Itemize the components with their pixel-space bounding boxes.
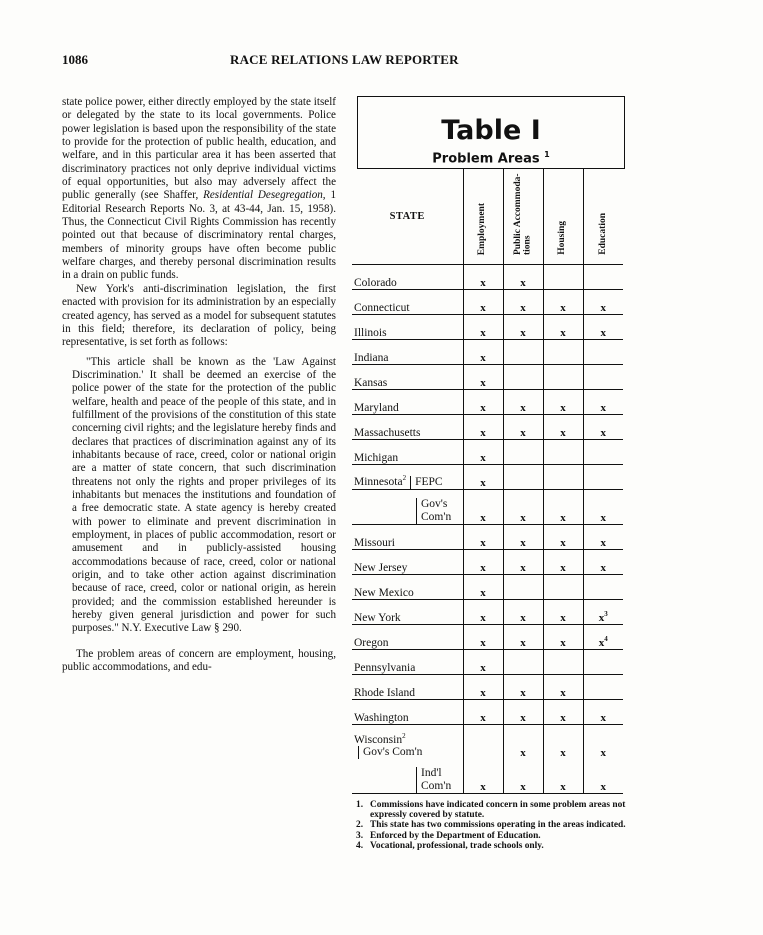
mark: x	[520, 781, 526, 793]
mark: x	[600, 402, 606, 414]
mark-cell	[463, 340, 503, 365]
mark-cell	[463, 625, 503, 650]
state-name: New York	[354, 612, 401, 624]
mark: x	[520, 327, 526, 339]
mark: x	[480, 587, 486, 599]
table-title-box	[357, 96, 625, 169]
mark-cell	[543, 700, 583, 725]
column-header-housing	[543, 169, 583, 265]
mark-cell	[503, 465, 543, 490]
mark-cell	[503, 340, 543, 365]
mark-cell	[463, 465, 503, 490]
mark: x	[520, 687, 526, 699]
state-name: Oregon	[354, 637, 389, 649]
state-note: 2	[402, 732, 406, 741]
mark-cell	[583, 759, 623, 794]
column-header-label: Public Accommoda-tions	[512, 173, 532, 255]
table-footnotes	[352, 800, 628, 851]
mark-note: 4	[604, 635, 608, 644]
state-cell	[352, 600, 463, 625]
state-cell	[352, 700, 463, 725]
state-name: New Mexico	[354, 587, 414, 599]
table-row	[352, 315, 623, 340]
mark: x	[520, 427, 526, 439]
footnote-text: Commissions have indicated concern in some problem areas not expressly covered by statute.	[370, 800, 626, 821]
mark-cell	[463, 700, 503, 725]
mark-cell	[583, 365, 623, 390]
footnote	[356, 841, 628, 851]
column-header-public-accommodations	[503, 169, 543, 265]
state-name: Connecticut	[354, 302, 410, 314]
mark-cell	[543, 390, 583, 415]
mark-cell	[463, 600, 503, 625]
mark-cell	[503, 390, 543, 415]
state-cell	[352, 650, 463, 675]
state-name: Wisconsin	[354, 734, 403, 746]
state-cell	[352, 340, 463, 365]
mark: x	[560, 747, 566, 759]
mark-cell	[463, 675, 503, 700]
mark: x	[600, 537, 606, 549]
citation-title: Residential Desegregation,	[203, 189, 326, 202]
state-column-header: STATE	[352, 169, 463, 265]
mark-cell	[463, 650, 503, 675]
table-subtitle-text: Problem Areas	[432, 151, 540, 167]
mark-cell	[583, 625, 623, 650]
mark: x	[480, 562, 486, 574]
mark-cell	[583, 700, 623, 725]
mark: x	[520, 712, 526, 724]
column-header-education	[583, 169, 623, 265]
paragraph-1	[62, 96, 336, 283]
state-cell	[352, 265, 463, 290]
mark: x	[598, 612, 605, 624]
mark: x	[600, 327, 606, 339]
mark: x	[480, 712, 486, 724]
column-header-label: Education	[597, 213, 608, 255]
mark: x	[480, 637, 486, 649]
mark-cell	[463, 265, 503, 290]
mark: x	[480, 452, 486, 464]
mark: x	[520, 562, 526, 574]
table-row	[352, 390, 623, 415]
footnote	[356, 831, 628, 841]
mark: x	[480, 537, 486, 549]
mark: x	[520, 277, 526, 289]
paragraph-1-text-b: 1 Editorial Research Reports No. 3, at 43-44, Jan. 15, 1958). Thus, the Connecticut Civil Rights Commission has recently pointed out that because of discriminatory rental charges, members of minority groups have often become public welfare charges, and thereby personal discrimination results in a drain on public funds.	[62, 189, 336, 282]
mark: x	[520, 637, 526, 649]
mark-cell	[543, 315, 583, 340]
mark-cell	[463, 365, 503, 390]
footnote-number: 2.	[356, 820, 364, 831]
mark-cell	[463, 525, 503, 550]
mark: x	[560, 637, 566, 649]
table-row	[352, 700, 623, 725]
table-row	[352, 265, 623, 290]
column-header-employment	[463, 169, 503, 265]
commission-label: FEPC	[410, 476, 443, 489]
mark-cell	[503, 440, 543, 465]
table-row	[352, 525, 623, 550]
mark: x	[480, 662, 486, 674]
mark: x	[480, 402, 486, 414]
mark-cell	[503, 365, 543, 390]
state-cell	[352, 440, 463, 465]
mark-cell	[583, 600, 623, 625]
mark: x	[600, 747, 606, 759]
table-body	[352, 169, 623, 794]
mark-cell	[543, 600, 583, 625]
state-name: Maryland	[354, 402, 399, 414]
state-name: Michigan	[354, 452, 399, 464]
mark: x	[480, 512, 486, 524]
mark: x	[480, 687, 486, 699]
footnote-number: 3.	[356, 830, 364, 841]
state-cell	[352, 365, 463, 390]
mark-cell	[503, 490, 543, 525]
mark-cell	[503, 550, 543, 575]
table-row	[352, 650, 623, 675]
state-cell	[352, 550, 463, 575]
paragraph-2: New York's anti-discrimination legislation, the first enacted with provision for its administration by an especially created agency, has served as a model for subsequent statutes in this field; therefore, its declaration of policy, being representative, is set forth as follows:	[62, 282, 336, 349]
mark-cell	[463, 440, 503, 465]
state-cell	[352, 725, 463, 760]
mark: x	[520, 747, 526, 759]
mark: x	[560, 402, 566, 414]
state-name: Missouri	[354, 537, 395, 549]
footnote-text: Vocational, professional, trade schools only.	[370, 840, 544, 851]
footnote-text: This state has two commissions operating in the areas indicated.	[370, 820, 626, 831]
state-cell	[352, 675, 463, 700]
mark-cell	[503, 700, 543, 725]
mark-cell	[503, 759, 543, 794]
state-name: Colorado	[354, 277, 397, 289]
mark: x	[520, 302, 526, 314]
mark-cell	[463, 390, 503, 415]
table-row	[352, 490, 623, 525]
mark: x	[600, 302, 606, 314]
paragraph-3: The problem areas of concern are employment, housing, public accommodations, and edu-	[62, 647, 336, 674]
mark-cell	[503, 650, 543, 675]
mark: x	[598, 637, 605, 649]
mark-cell	[543, 675, 583, 700]
running-head: RACE RELATIONS LAW REPORTER	[230, 52, 459, 67]
mark-cell	[583, 290, 623, 315]
footnote	[356, 820, 628, 830]
mark: x	[560, 712, 566, 724]
state-name: Rhode Island	[354, 687, 416, 699]
mark-cell	[503, 600, 543, 625]
mark: x	[600, 781, 606, 793]
table-row	[352, 465, 623, 490]
state-note: 2	[402, 474, 407, 483]
table-row	[352, 415, 623, 440]
mark: x	[520, 512, 526, 524]
state-cell	[352, 759, 463, 794]
mark-cell	[463, 575, 503, 600]
table-row	[352, 725, 623, 760]
mark: x	[600, 562, 606, 574]
mark-cell	[583, 725, 623, 760]
mark-cell	[543, 440, 583, 465]
state-cell	[352, 490, 463, 525]
mark-cell	[503, 575, 543, 600]
state-name: Washington	[354, 712, 409, 724]
mark-cell	[463, 290, 503, 315]
state-name: Pennsylvania	[354, 662, 416, 674]
mark-cell	[543, 290, 583, 315]
table-row	[352, 759, 623, 794]
left-column	[62, 96, 336, 674]
mark: x	[560, 427, 566, 439]
mark-cell	[463, 415, 503, 440]
mark-note: 3	[604, 610, 608, 619]
mark-cell	[543, 650, 583, 675]
problem-areas-table	[352, 96, 628, 851]
mark: x	[480, 327, 486, 339]
commission-label: Gov's Com'n	[358, 746, 422, 759]
mark-cell	[583, 675, 623, 700]
page-number: 1086	[62, 52, 88, 67]
mark-cell	[503, 290, 543, 315]
mark-cell	[503, 675, 543, 700]
footnote-number: 1.	[356, 800, 364, 810]
column-header-label: Housing	[557, 221, 568, 255]
mark: x	[560, 537, 566, 549]
mark: x	[480, 612, 486, 624]
footnote	[356, 800, 628, 820]
mark-cell	[543, 265, 583, 290]
state-cell	[352, 390, 463, 415]
mark-cell	[543, 725, 583, 760]
state-cell	[352, 290, 463, 315]
mark-cell	[543, 490, 583, 525]
state-cell	[352, 525, 463, 550]
commission-label: Gov's Com'n	[416, 498, 463, 524]
mark: x	[600, 512, 606, 524]
mark-cell	[583, 650, 623, 675]
mark-cell	[583, 440, 623, 465]
mark: x	[480, 427, 486, 439]
mark: x	[600, 712, 606, 724]
block-quote: "This article shall be known as the 'Law Against Discrimination.' It shall be deemed an exercise of the police power of the state for the protection of the public welfare, health and peace of the people of this state, and in fulfillment of the provisions of the constitution of this state concerning civil rights; and the legislature hereby finds and declares that practices of discrimination against any of its inhabitants because of race, creed, color or national origin are a matter of state concern, that such discrimination threatens not only the rights and proper privileges of its inhabitants but menaces the institutions and foundation of a free democratic state. A state agency is hereby created with power to eliminate and prevent discrimination in employment, in places of public accommodation, resort or amusement and in publicly-assisted housing accommodations because of race, creed, color or national origin, and to take other action against discrimination because of race, creed, color or national origin, as herein provided; and the commission established hereunder is hereby given general jurisdiction and power for such purposes." N.Y. Executive Law § 290.	[72, 355, 336, 635]
mark-cell	[543, 575, 583, 600]
mark-cell	[543, 365, 583, 390]
mark-cell	[503, 625, 543, 650]
mark: x	[560, 612, 566, 624]
table-row	[352, 290, 623, 315]
mark-cell	[463, 725, 503, 760]
mark-cell	[503, 265, 543, 290]
column-header-label: Employment	[477, 202, 488, 255]
state-name: Minnesota	[354, 476, 403, 488]
mark: x	[480, 377, 486, 389]
mark-cell	[583, 265, 623, 290]
table-row	[352, 340, 623, 365]
mark: x	[520, 537, 526, 549]
paragraph-1-text-a: state police power, either directly employed by the state itself or delegated by the state to its local governments. Police power legislation is based upon the responsibility of the state to provide for the protection of public health, education, and welfare, and in this particular area it has been asserted that discriminatory practices not only deprive individual victims of equal opportunities, but also may adversely affect the public generally (see Shaffer,	[62, 96, 336, 202]
mark: x	[560, 302, 566, 314]
mark: x	[560, 562, 566, 574]
mark: x	[520, 612, 526, 624]
mark-cell	[543, 415, 583, 440]
table-row	[352, 625, 623, 650]
table-subtitle	[358, 150, 624, 166]
page-header	[62, 52, 682, 72]
mark: x	[520, 402, 526, 414]
state-name: Indiana	[354, 352, 389, 364]
mark-cell	[463, 490, 503, 525]
mark-cell	[503, 415, 543, 440]
mark-cell	[543, 525, 583, 550]
mark-cell	[543, 465, 583, 490]
mark: x	[560, 512, 566, 524]
mark-cell	[583, 525, 623, 550]
mark-cell	[463, 759, 503, 794]
mark-cell	[503, 315, 543, 340]
mark: x	[480, 781, 486, 793]
footnote-text: Enforced by the Department of Education.	[370, 830, 541, 841]
table-subtitle-note: 1	[544, 150, 550, 159]
mark: x	[560, 687, 566, 699]
mark: x	[480, 477, 486, 489]
mark-cell	[543, 550, 583, 575]
mark-cell	[503, 725, 543, 760]
mark-cell	[543, 625, 583, 650]
mark-cell	[583, 550, 623, 575]
table-title: Table I	[441, 115, 541, 146]
mark: x	[480, 277, 486, 289]
mark-cell	[583, 340, 623, 365]
mark-cell	[543, 759, 583, 794]
mark-cell	[583, 415, 623, 440]
footnote-number: 4.	[356, 840, 364, 851]
state-cell	[352, 575, 463, 600]
table-row	[352, 550, 623, 575]
mark-cell	[583, 575, 623, 600]
table-row	[352, 600, 623, 625]
mark: x	[560, 781, 566, 793]
state-name: Illinois	[354, 327, 387, 339]
table-grid	[352, 169, 623, 794]
mark-cell	[583, 465, 623, 490]
mark-cell	[583, 315, 623, 340]
commission-label: Ind'l Com'n	[416, 767, 463, 793]
mark-cell	[463, 550, 503, 575]
table-row	[352, 365, 623, 390]
table-row	[352, 575, 623, 600]
table-row	[352, 440, 623, 465]
state-name: Kansas	[354, 377, 388, 389]
mark-cell	[543, 340, 583, 365]
mark-cell	[463, 315, 503, 340]
state-name: New Jersey	[354, 562, 408, 574]
mark-cell	[583, 390, 623, 415]
state-cell	[352, 465, 463, 490]
state-name: Massachusetts	[354, 427, 421, 439]
table-row	[352, 675, 623, 700]
mark: x	[560, 327, 566, 339]
state-cell	[352, 625, 463, 650]
mark: x	[480, 302, 486, 314]
table-header-row	[352, 169, 623, 265]
mark: x	[600, 427, 606, 439]
mark: x	[480, 352, 486, 364]
state-cell	[352, 415, 463, 440]
mark-cell	[583, 490, 623, 525]
mark-cell	[503, 525, 543, 550]
state-cell	[352, 315, 463, 340]
